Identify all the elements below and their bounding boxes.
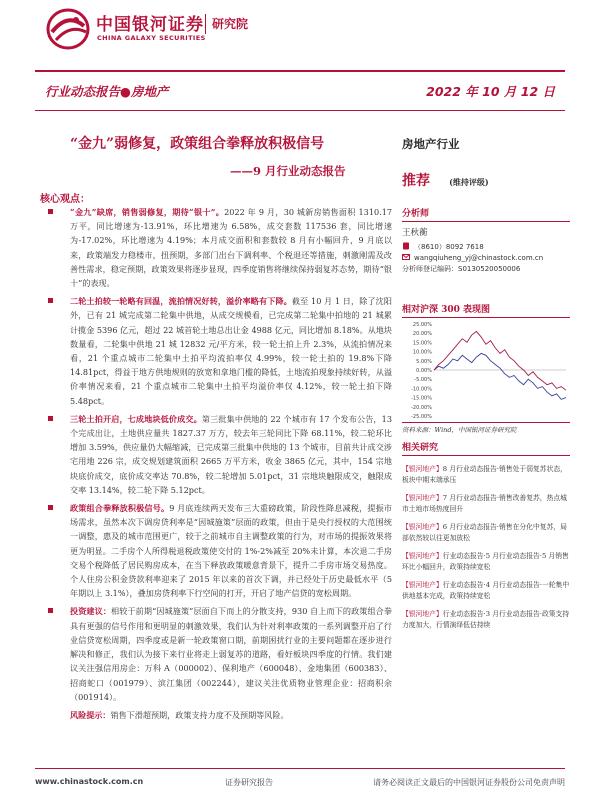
related-text: 7 月行业动态报告·销售改善复苏，热点城市土地市场热度回升 [402,494,567,513]
report-bar [35,70,565,111]
report-date: 2022 年 10 月 12 日 [426,84,555,99]
related-item[interactable] [402,580,570,601]
phone-text: （8610）8092 7618 [414,243,484,251]
point-lead: 三轮土拍开启，七成地块低价成交。 [70,413,202,424]
y-tick-label: -5.00% [414,377,432,384]
analyst-name: 王秋蘅 [402,228,428,238]
bullet-icon [48,608,53,613]
analyst-block [402,206,570,275]
point-item [40,412,392,497]
galaxy-logo-icon [46,8,90,50]
email-icon [402,253,410,261]
risk-warning [40,708,392,722]
footer-disclaimer: 请务必阅读正文最后的中国银河证券股份公司免责声明 [373,778,565,787]
rating-note: (维持评级) [449,177,489,187]
page-header [0,0,600,68]
logo-divider [205,14,206,34]
point-lead: “金九”缺席，销售弱修复，期待“银十”。 [70,207,225,217]
y-tick-label: -25.00% [411,414,432,420]
y-tick-label: 0.00% [416,368,432,374]
bullet-icon [48,505,53,510]
bullet-icon [48,416,53,421]
analyst-email[interactable] [402,253,570,264]
related-item[interactable] [402,493,570,514]
related-tag: 【银河地产】 [402,494,443,502]
rating-row [402,170,570,190]
relative-performance-chart [402,320,570,420]
chart-source: 资料来源：Wind，中国银河证券研究院 [402,422,570,434]
y-tick-label: 25.00% [412,322,432,328]
y-tick-label: 10.00% [412,349,432,356]
related-tag: 【银河地产】 [402,523,443,531]
related-text: 行业动态报告·3 月行业动态报告·政策支持力度加大，行情演绎低估持续 [402,610,570,629]
point-item [40,501,392,600]
industry-label: 房地产行业 [402,137,460,151]
series-line-1 [434,353,566,399]
related-tag: 【银河地产】 [402,610,443,618]
point-item [40,604,392,703]
point-lead: 二轮土拍较一轮略有回温，流拍情况好转，溢价率略有下降。 [70,296,292,307]
point-text: 截至 10 月 1 日，除了沈阳外，已有 21 城完成第二轮集中供地，从成交规模看，已完成第二轮集中拍地的 21 城累计揽金 5396 亿元，超过 22 城首轮土地总出让金 4988 亿元，同比增加 8.18%。从地块数量看，二轮集中供地 21 城 12832 元/平方米，较一轮土拍上升 2.3%，从流拍情况来看，21 个重点城市二轮集中土拍平均流拍率仅 4.99%，较一轮土拍的 19.8%下降 14.81pct，得益于地方供地规则的放宽和拿地门槛的降低，土地流拍现象持续好转，从溢价率情况来看，21 个重点城市二轮集中土拍平均溢价率仅 4.12%，较一轮土拍下降 5.48pct。 [70,296,392,406]
related-header: 相关研究 [402,440,570,456]
bullet-icon [48,298,53,303]
chart-block [402,302,570,434]
email-text: wangqiuheng_yj@chinastock.com.cn [414,254,544,262]
related-item[interactable] [402,609,570,630]
related-item[interactable] [402,522,570,543]
related-research [402,440,570,630]
point-item [40,205,392,290]
phone-icon [402,242,410,250]
point-lead: 政策组合拳释放积极信号。 [70,503,170,514]
main-content [40,205,392,722]
y-tick-label: -20.00% [411,404,432,411]
institute-label: 研究院 [212,17,249,31]
risk-text: 销售下滑超预期，政策支持力度不及预期等风险。 [110,709,289,720]
point-text: 第三批集中供地的 22 个城市有 17 个发布公告，13 个完成出让，土地供应量共 1827.37 万方，较去年三轮同比下降 68.11%，较二轮环比增加 3.59%，供应量仍大幅缩减，已完成第三批集中供地的 13 个城市，目前共计成交涉宅用地 226 宗，成交规划建筑面积 2665 万平方米，收金 3865 亿元，其中，154 宗地块底价成交，底价成交率达 70.8%，较二轮增加 5.01pct，31 宗地块触限成交，触限成交率 13.14%，较二轮下降 5.12pct。 [70,413,392,495]
point-text: 2022 年 9 月，30 城新房销售面积 1310.17 万平，同比增速为-13.91%，环比增速为 6.58%，成交套数 117536 套，同比增速为-17.02%，环比增速为 4.19%；本月成交面积和套数较 8 月有小幅回升，9 月底以来，政策端发力稳楼市，扭预期，多部门出台下调利率、个税退还等措施，刺激刚需及改善性需求，稳定预期，政策效果将逐步显现，四季度销售将继续保持弱复苏态势，期待“银十”的表现。 [70,207,392,289]
y-tick-label: -15.00% [411,395,432,402]
footer-report-label: 证券研究报告 [225,778,273,787]
y-tick-label: -10.00% [411,386,432,393]
point-lead: 投资建议： [70,606,112,617]
related-text: 8 月行业动态报告·销售处于弱复苏状态，板块中期末端承压 [402,465,567,484]
related-tag: 【银河地产】 [402,581,443,589]
related-text: 6 月行业动态报告·销售在分化中复苏，局部依然较以往更加放松 [402,523,567,542]
analyst-cert: 分析师登记编码：S0130520050006 [402,265,521,273]
y-tick-label: 20.00% [412,331,432,338]
analyst-phone [402,242,570,253]
analyst-header: 分析师 [402,206,570,222]
rating-value: 推荐 [402,173,430,189]
risk-lead: 风险提示： [70,709,111,720]
page-footer [35,768,565,787]
point-item [40,294,392,408]
related-tag: 【银河地产】 [402,465,443,473]
footer-url[interactable]: www.chinastock.com.cn [35,777,144,786]
logo-text-cn: 中国银河证券 [96,15,204,35]
core-points-label: 核心观点： [40,194,90,205]
page-subtitle: ——9 月行业动态报告 [230,164,346,178]
y-tick-label: 15.00% [412,340,432,347]
y-tick-label: 5.00% [416,358,432,365]
report-type: 行业动态报告●房地产 [45,84,169,99]
bullet-icon [48,209,53,214]
related-item[interactable] [402,464,570,485]
point-text: 相较于前期“因城施策”层面自下而上的分散支持，930 自上而下的政策组合拳具有更强的信号作用和更明显的刺激效果，我们认为针对利率政策的一系列调整开启了行业信贷宽松周期，四季度或是新一轮政策窗口期，前期困扰行业的主要问题都在逐步进行解决和修正，我们认为接下来行业将走上弱复苏的道路，看好板块四季度的行情。我们建议关注强信用房企：万科 A（000002）、保利地产（600048）、金地集团（600383）、招商蛇口（001979）、滨江集团（002244），建议关注优质物业管理企业：招商积余（001914）。 [70,606,392,702]
chart-title: 相对沪深 300 表现图 [402,302,570,318]
related-text: 行业动态报告·5 月行业动态报告·5 月销售环比小幅回升，政策持续宽松 [402,552,569,571]
logo-text-en: CHINA GALAXY SECURITIES [97,34,206,42]
related-item[interactable] [402,551,570,572]
related-text: 行业动态报告·4 月行业动态报告·一轮集中供地基本完成，政策持续宽松 [402,581,570,600]
page-title: “金九”弱修复，政策组合拳释放积极信号 [70,136,325,152]
related-tag: 【银河地产】 [402,552,443,560]
point-text: 9 月底连续两天发布三大重磅政策，阶段性降息减税，提振市场需求，虽然本次下调房贷利率是“因城施策”层面的政策，但由于是央行授权的大范围统一调整，惠及的城市范围更广，较于之前城市自主调整政策的行为，对市场的提振效果将更为明显。二手房个人所得税退税政策使交付的 1%-2%减至 20%未计算，本次退二手房交易个税降低了居民购房成本，在当下释放政策暖意背景下，提升二手房市场交易热度。个人住房公积金贷款利率迎来了 2015 年以来的首次下调，并已经处于历史最低水平（5 年期以上 3.1%），叠加房贷利率下行空间的打开，开启了地产信贷的宽松周期。 [70,503,392,599]
series-line-2 [434,331,566,390]
sidebar [402,130,570,629]
